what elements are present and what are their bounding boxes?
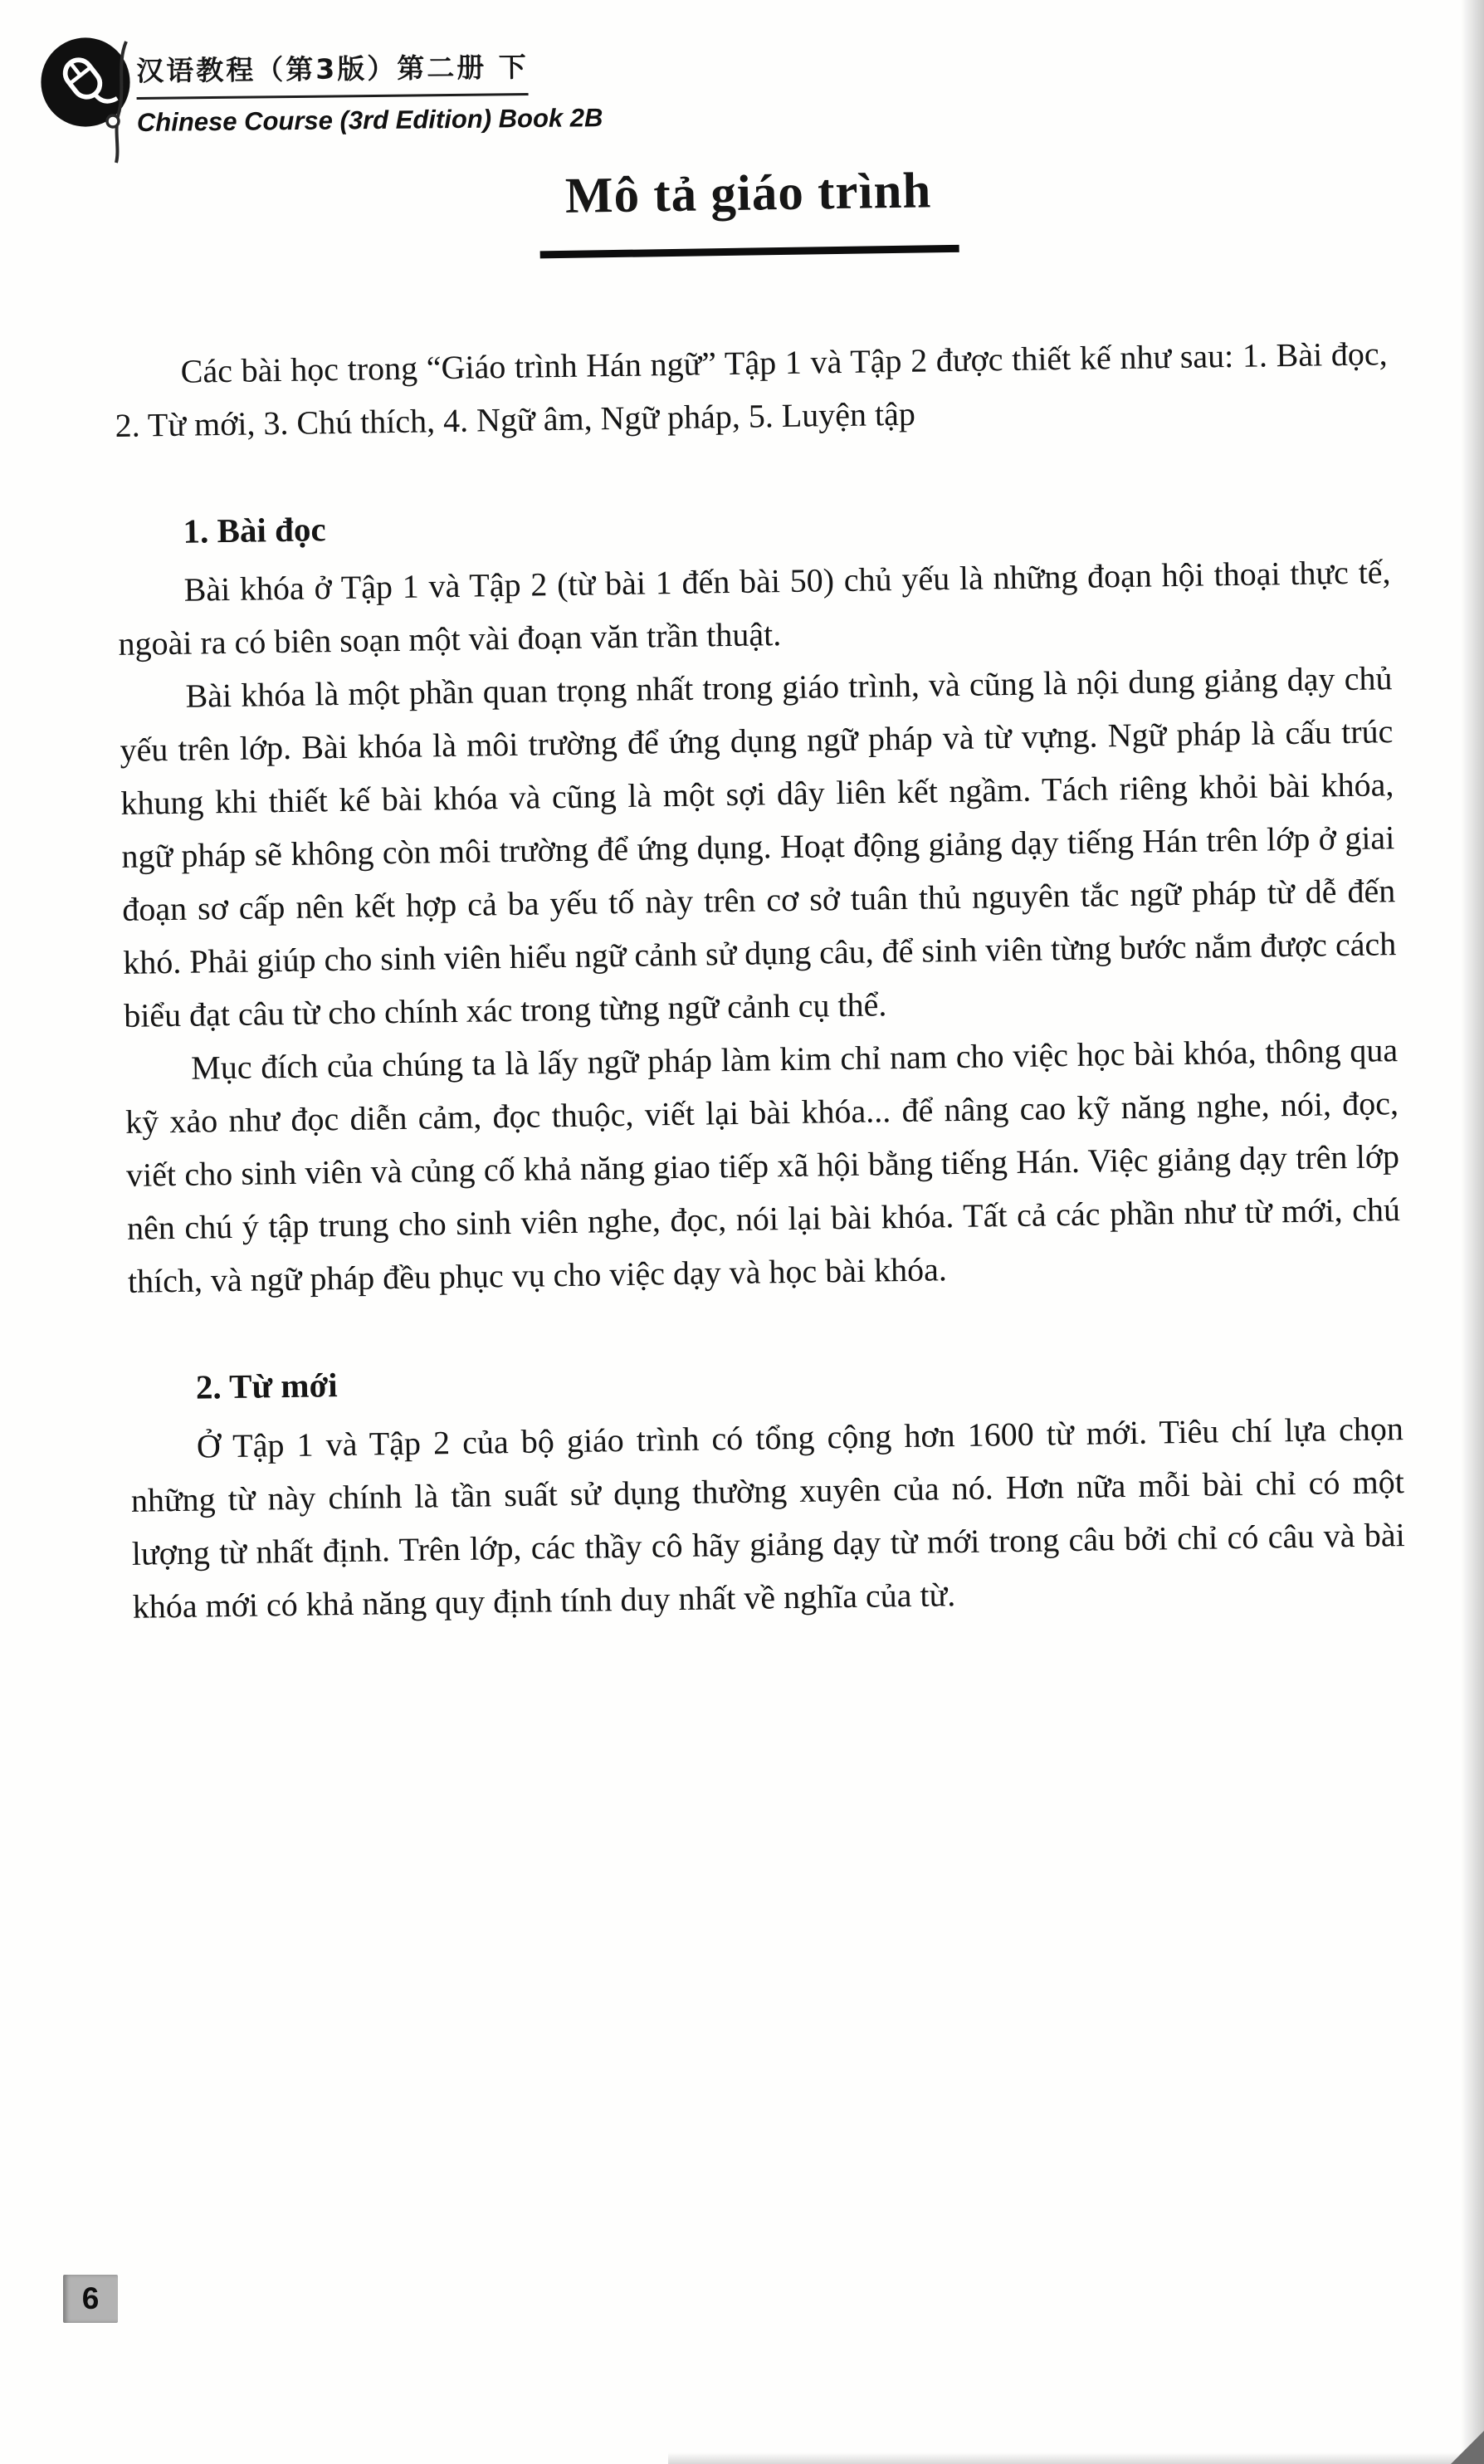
intro-paragraph: Các bài học trong “Giáo trình Hán ngữ” Tập 1 và Tập 2 được thiết kế như sau: 1. Bài đọc, 2. Từ mới, 3. Chú thích, 4. Ngữ âm, Ngữ pháp, 5. Luyện tập bbox=[115, 334, 1388, 444]
paragraph: Ở Tập 1 và Tập 2 của bộ giáo trình có tổng cộng hơn 1600 từ mới. Tiêu chí lựa chọn những từ này chính là tần suất sử dụng thường xuyên của nó. Hơn nữa mỗi bài chỉ có một lượng từ nhất định. Trên lớp, các thầy cô hãy giảng dạy từ mới trong câu bởi chỉ có câu và bài khóa mới có khả năng quy định tính duy nhất về nghĩa của từ. bbox=[130, 1409, 1406, 1626]
scan-corner-artifact bbox=[1451, 2431, 1484, 2464]
paragraph: Bài khóa là một phần quan trọng nhất trong giáo trình, và cũng là nội dung giảng dạy chủ yếu trên lớp. Bài khóa là môi trường để ứng dụng ngữ pháp và từ vựng. Ngữ pháp là cấu trúc khung khi thiết kế bài khóa và cũng là một sợi dây liên kết ngầm. Tách riêng khỏi bài khóa, ngữ pháp sẽ không còn môi trường để ứng dụng. Hoạt động giảng dạy tiếng Hán trên lớp ở giai đoạn sơ cấp nên kết hợp cả ba yếu tố này trên cơ sở tuân thủ nguyên tắc ngữ pháp từ dễ đến khó. Phải giúp cho sinh viên hiểu ngữ cảnh sử dụng câu, để sinh viên từng bước nắm được cách biểu đạt câu từ cho chính xác trong từng ngữ cảnh cụ thể. bbox=[120, 659, 1397, 1035]
header-bracket-line bbox=[101, 40, 134, 164]
header-chinese-title: 汉语教程（第3版）第二册 下 bbox=[136, 46, 529, 100]
page-title: Mô tả giáo trình bbox=[564, 163, 932, 224]
page-header bbox=[136, 45, 603, 138]
page-number: 6 bbox=[63, 2275, 118, 2323]
header-english-title: Chinese Course (3rd Edition) Book 2B bbox=[136, 103, 603, 137]
paragraph: Bài khóa ở Tập 1 và Tập 2 (từ bài 1 đến bài 50) chủ yếu là những đoạn hội thoại thực tế, ngoài ra có biên soạn một vài đoạn văn trần thuật. bbox=[118, 553, 1391, 663]
paragraph: Mục đích của chúng ta là lấy ngữ pháp làm kim chỉ nam cho việc học bài khóa, thông qua kỹ xảo như đọc diễn cảm, đọc thuộc, viết lại bài khóa... để nâng cao kỹ năng nghe, nói, đọc, viết cho sinh viên và củng cố khả năng giao tiếp xã hội bằng tiếng Hán. Việc giảng dạy trên lớp nên chú ý tập trung cho sinh viên nghe, đọc, nói lại bài khóa. Tất cả các phần như từ mới, chú thích, và ngữ pháp đều phục vụ cho việc dạy và học bài khóa. bbox=[124, 1031, 1401, 1301]
title-underline bbox=[539, 244, 959, 257]
section-heading-tu-moi: 2. Từ mới bbox=[195, 1366, 338, 1406]
page-content bbox=[111, 144, 1406, 1633]
scan-edge-shadow-bottom bbox=[668, 2452, 1484, 2464]
scan-edge-shadow-right bbox=[1461, 0, 1484, 2464]
section-heading-bai-doc: 1. Bài đọc bbox=[183, 509, 326, 550]
